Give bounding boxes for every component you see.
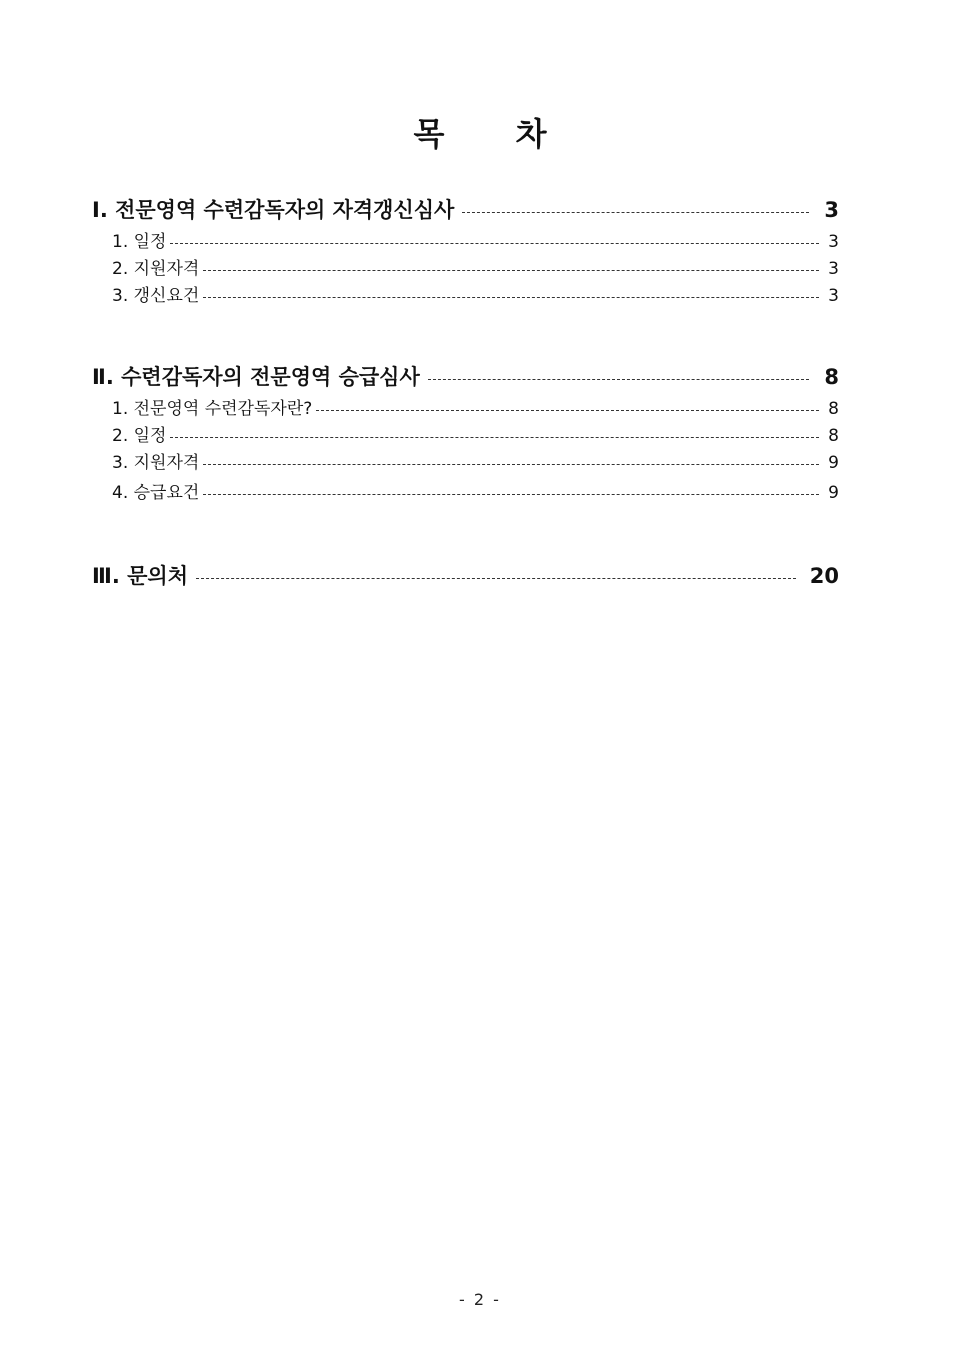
toc-page-number: 8 bbox=[828, 426, 839, 446]
toc-item-label: 3. 지원자격 bbox=[112, 453, 200, 473]
toc-section-1[interactable] bbox=[92, 194, 839, 224]
dotted-leader bbox=[462, 211, 809, 213]
dotted-leader bbox=[203, 296, 819, 298]
toc-page-number: 3 bbox=[828, 286, 839, 306]
toc-item-label: 3. 갱신요건 bbox=[112, 286, 200, 306]
toc-item-label: 1. 전문영역 수련감독자란? bbox=[112, 399, 313, 419]
dotted-leader bbox=[203, 493, 819, 495]
toc-section-label: Ⅲ. 문의처 bbox=[92, 564, 188, 588]
toc-item[interactable] bbox=[92, 421, 839, 446]
toc-page-number: 9 bbox=[828, 483, 839, 503]
toc-item[interactable] bbox=[92, 394, 839, 419]
toc-item[interactable] bbox=[92, 254, 839, 279]
toc-item[interactable] bbox=[92, 281, 839, 306]
toc-item[interactable] bbox=[92, 227, 839, 252]
toc-page-number: 3 bbox=[828, 232, 839, 252]
page-title: 목 차 bbox=[413, 115, 547, 153]
dotted-leader bbox=[316, 409, 819, 411]
toc-page-number: 8 bbox=[824, 365, 839, 389]
toc-page-number: 8 bbox=[828, 399, 839, 419]
toc-item-label: 2. 일정 bbox=[112, 426, 167, 446]
toc-section-label: Ⅰ. 전문영역 수련감독자의 자격갱신심사 bbox=[92, 198, 455, 222]
dotted-leader bbox=[203, 269, 819, 271]
dotted-leader bbox=[428, 378, 809, 380]
toc-item[interactable] bbox=[92, 478, 839, 503]
toc-item-label: 4. 승급요건 bbox=[112, 483, 200, 503]
toc-page-number: 3 bbox=[828, 259, 839, 279]
toc-section-3[interactable] bbox=[92, 560, 839, 590]
toc-item-label: 2. 지원자격 bbox=[112, 259, 200, 279]
toc-item[interactable] bbox=[92, 448, 839, 473]
dotted-leader bbox=[203, 463, 819, 465]
toc-page-number: 20 bbox=[809, 564, 839, 588]
dotted-leader bbox=[170, 436, 819, 438]
toc-section-2[interactable] bbox=[92, 361, 839, 391]
toc-page-number: 3 bbox=[824, 198, 839, 222]
dotted-leader bbox=[196, 577, 796, 579]
toc-item-label: 1. 일정 bbox=[112, 232, 167, 252]
toc-section-label: Ⅱ. 수련감독자의 전문영역 승급심사 bbox=[92, 365, 420, 389]
page-number-footer: - 2 - bbox=[459, 1290, 501, 1309]
toc-page-number: 9 bbox=[828, 453, 839, 473]
dotted-leader bbox=[170, 242, 819, 244]
